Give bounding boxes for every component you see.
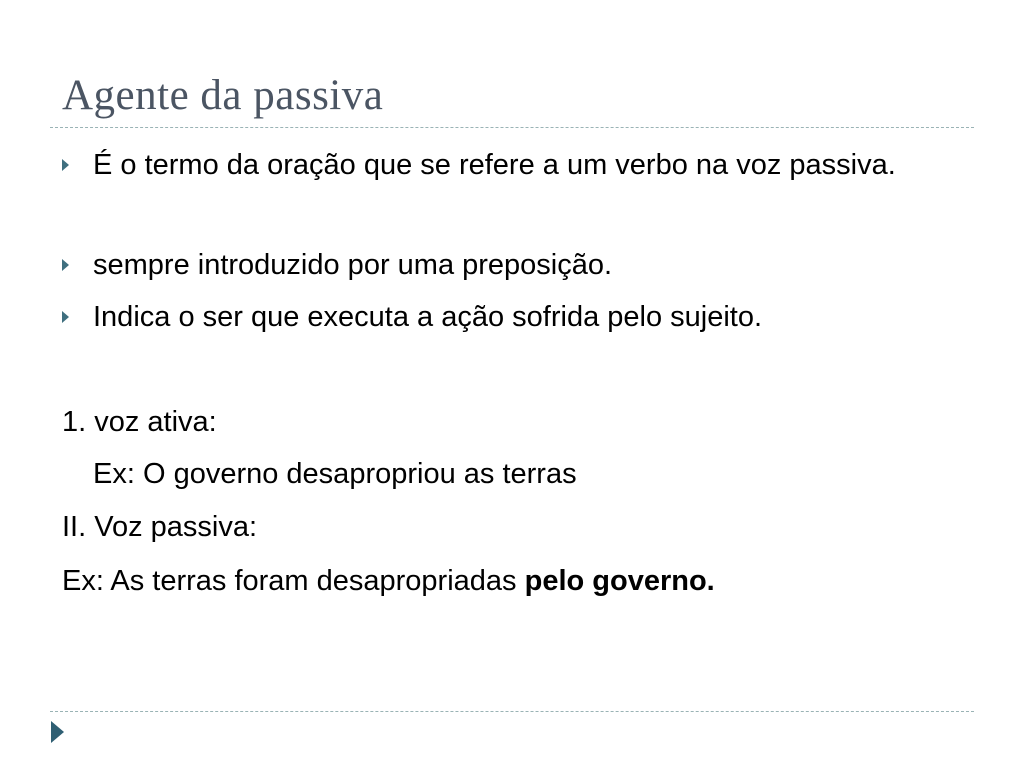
- triangle-right-icon: [62, 311, 69, 323]
- title-divider: [50, 127, 974, 128]
- slide-title: Agente da passiva: [62, 72, 384, 119]
- example-passive-text: Ex: As terras foram desapropriadas: [62, 565, 525, 597]
- example-passive-voice: [62, 563, 715, 599]
- triangle-right-icon: [62, 259, 69, 271]
- agent-highlight: pelo governo.: [524, 565, 715, 597]
- numbered-item-2: II. Voz passiva:: [62, 511, 258, 543]
- numbered-item-1: 1. voz ativa:: [62, 406, 217, 438]
- footer-divider: [50, 711, 974, 712]
- example-active-voice: Ex: O governo desapropriou as terras: [93, 458, 577, 490]
- bullet-text: É o termo da oração que se refere a um verbo na voz passiva.: [93, 149, 896, 181]
- bullet-text: sempre introduzido por uma preposição.: [93, 249, 613, 281]
- bullet-text: Indica o ser que executa a ação sofrida pelo sujeito.: [93, 301, 763, 333]
- triangle-right-icon: [62, 159, 69, 171]
- play-arrow-icon[interactable]: [51, 721, 64, 743]
